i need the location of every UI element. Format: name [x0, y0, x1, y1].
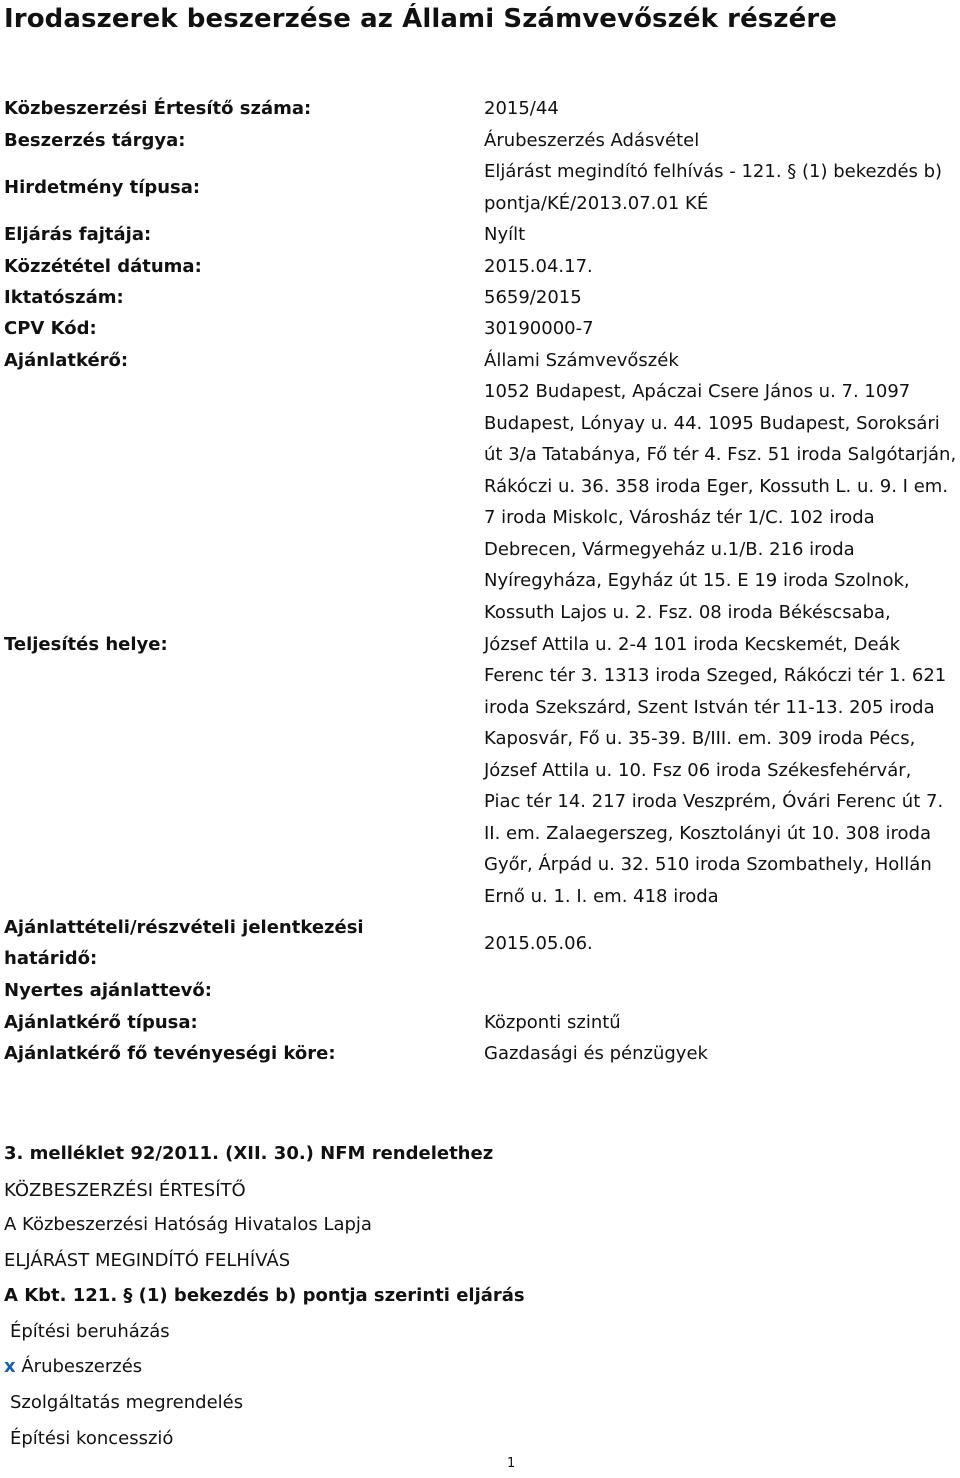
value-ajanlatkero-fo-tevekenysegi-kore: Gazdasági és pénzügyek [484, 1043, 708, 1064]
option-arubeszerzes-label: Árubeszerzés [21, 1356, 143, 1377]
value-beszerzes-targya: Árubeszerzés Adásvétel [484, 130, 700, 151]
footer-melleklet: 3. melléklet 92/2011. (XII. 30.) NFM rendelethez [4, 1143, 494, 1164]
option-selected-mark: x [4, 1356, 16, 1377]
teljesites-helye-line: József Attila u. 10. Fsz 06 iroda Székesfehérvár, [484, 760, 912, 781]
footer-eljarast-megindito-felhivas: ELJÁRÁST MEGINDÍTÓ FELHÍVÁS [4, 1250, 291, 1271]
teljesites-helye-line: Rákóczi u. 36. 358 iroda Eger, Kossuth L. u. 9. I em. [484, 476, 949, 497]
label-teljesites-helye: Teljesítés helye: [4, 634, 168, 655]
footer-kozbeszerzesi-ertesito: KÖZBESZERZÉSI ÉRTESÍTŐ [4, 1180, 246, 1201]
teljesites-helye-line: Kossuth Lajos u. 2. Fsz. 08 iroda Békéscsaba, [484, 602, 891, 623]
label-ajanlatkero: Ajánlatkérő: [4, 350, 129, 371]
label-eljaras-fajtaja: Eljárás fajtája: [4, 224, 152, 245]
option-epitesi-koncesszio: Építési koncesszió [10, 1428, 174, 1449]
value-hirdetmeny-tipusa-line-1: Eljárást megindító felhívás - 121. § (1) bekezdés b) [484, 161, 943, 182]
label-iktatoszam: Iktatószám: [4, 287, 124, 308]
option-epitesi-beruhazas: Építési beruházás [10, 1321, 170, 1342]
teljesites-helye-line: Kaposvár, Fő u. 35-39. B/III. em. 309 iroda Pécs, [484, 728, 916, 749]
option-szolgaltatas-megrendeles: Szolgáltatás megrendelés [10, 1392, 244, 1413]
teljesites-helye-line: iroda Szekszárd, Szent István tér 11-13. 205 iroda [484, 697, 935, 718]
teljesites-helye-line: 1052 Budapest, Apáczai Csere János u. 7. 1097 [484, 381, 911, 402]
teljesites-helye-line: Piac tér 14. 217 iroda Veszprém, Óvári Ferenc út 7. [484, 791, 944, 812]
teljesites-helye-line: út 3/a Tatabánya, Fő tér 4. Fsz. 51 iroda Salgótarján, [484, 444, 957, 465]
teljesites-helye-line: Budapest, Lónyay u. 44. 1095 Budapest, Soroksári [484, 413, 940, 434]
label-hatarido-line-2: határidő: [4, 948, 98, 969]
value-kozbeszerzesi-ertesito-szama: 2015/44 [484, 98, 559, 119]
label-kozbeszerzesi-ertesito-szama: Közbeszerzési Értesítő száma: [4, 98, 312, 119]
label-nyertes-ajanlattevo: Nyertes ajánlattevő: [4, 980, 212, 1001]
value-eljaras-fajtaja: Nyílt [484, 224, 526, 245]
teljesites-helye-line: II. em. Zalaegerszeg, Kosztolányi út 10. 308 iroda [484, 823, 931, 844]
footer-kbt-eljaras: A Kbt. 121. § (1) bekezdés b) pontja szerinti eljárás [4, 1285, 525, 1306]
teljesites-helye-line: 7 iroda Miskolc, Városház tér 1/C. 102 iroda [484, 507, 875, 528]
teljesites-helye-line: Ferenc tér 3. 1313 iroda Szeged, Rákóczi tér 1. 621 [484, 665, 947, 686]
value-ajanlatkero-tipusa: Központi szintű [484, 1012, 621, 1033]
value-ajanlatkero: Állami Számvevőszék [484, 350, 679, 371]
teljesites-helye-line: Ernő u. 1. I. em. 418 iroda [484, 886, 719, 907]
label-cpv-kod: CPV Kód: [4, 318, 97, 339]
label-kozzetetel-datuma: Közzététel dátuma: [4, 256, 202, 277]
value-kozzetetel-datuma: 2015.04.17. [484, 256, 593, 277]
value-iktatoszam: 5659/2015 [484, 287, 582, 308]
teljesites-helye-line: Győr, Árpád u. 32. 510 iroda Szombathely, Hollán [484, 854, 932, 875]
option-arubeszerzes [4, 1356, 142, 1378]
page-number: 1 [507, 1456, 516, 1471]
page-title: Irodaszerek beszerzése az Állami Számvevőszék részére [4, 4, 837, 34]
label-ajanlatkero-fo-tevekenysegi-kore: Ajánlatkérő fő tevényeségi köre: [4, 1043, 336, 1064]
label-beszerzes-targya: Beszerzés tárgya: [4, 130, 186, 151]
teljesites-helye-line: József Attila u. 2-4 101 iroda Kecskemét, Deák [484, 634, 901, 655]
footer-hivatalos-lapja: A Közbeszerzési Hatóság Hivatalos Lapja [4, 1214, 372, 1235]
value-hirdetmeny-tipusa-line-2: pontja/KÉ/2013.07.01 KÉ [484, 193, 709, 214]
teljesites-helye-line: Nyíregyháza, Egyház út 15. E 19 iroda Szolnok, [484, 570, 910, 591]
label-hatarido-line-1: Ajánlattételi/részvételi jelentkezési [4, 917, 364, 938]
label-ajanlatkero-tipusa: Ajánlatkérő típusa: [4, 1012, 198, 1033]
value-hatarido: 2015.05.06. [484, 933, 593, 954]
value-cpv-kod: 30190000-7 [484, 318, 594, 339]
label-hirdetmeny-tipusa: Hirdetmény típusa: [4, 177, 201, 198]
teljesites-helye-line: Debrecen, Vármegyeház u.1/B. 216 iroda [484, 539, 855, 560]
